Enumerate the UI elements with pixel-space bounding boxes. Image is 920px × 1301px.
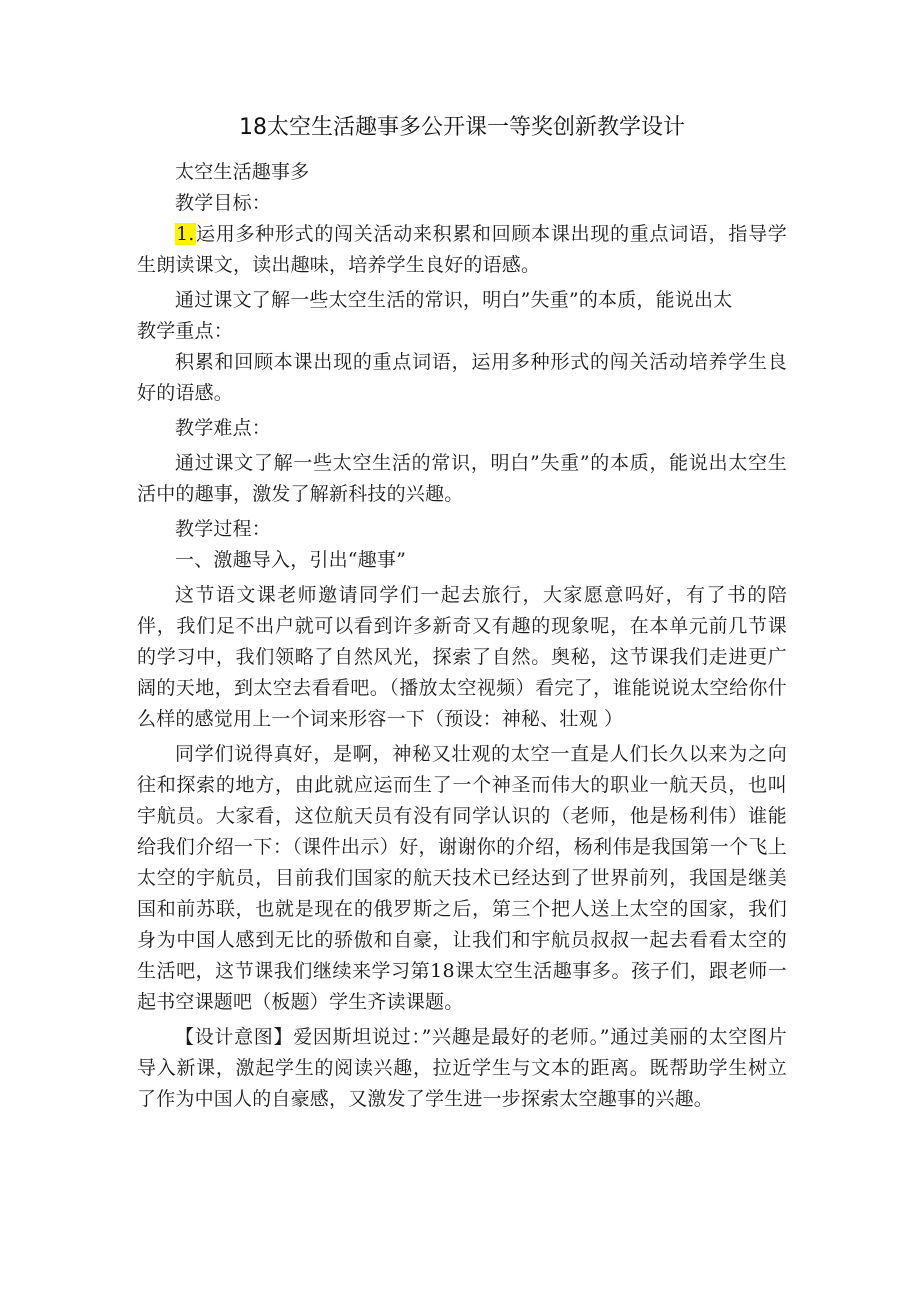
key-points-heading: 教学重点： — [137, 320, 234, 342]
paragraph-astronaut: 同学们说得真好，是啊，神秘又壮观的太空一直是人们长久以来为之向往和探索的地方，由此就应运而生了一个神圣而伟大的职业一航天员，也叫宇航员。大家看，这位航天员有没有同学认识的（老师，他是杨利伟）谁能给我们介绍一下：（课件出示）好，谢谢你的介绍，杨利伟是我国第一个飞上太空的宇航员，目前我们国家的航天技术已经达到了世界前列，我国是继美国和前苏联，也就是现在的俄罗斯之后，第三个把人送上太空的国家，我们身为中国人感到无比的骄傲和自豪，让我们和宇航员叔叔一起去看看太空的生活吧，这节课我们继续来学习第18课太空生活趣事多。孩子们，跟老师一起书空课题吧（板题）学生齐读课题。 — [137, 743, 787, 1013]
objective-1 — [137, 219, 787, 281]
document-page — [137, 108, 787, 1119]
key-points-text: 积累和回顾本课出现的重点词语，运用多种形式的闯关活动培养学生良好的语感。 — [137, 351, 787, 404]
section-heading-1: 一、激趣导入，引出“趣事” — [175, 549, 407, 571]
objective-2: 通过课文了解一些太空生活的常识，明白”失重”的本质，能说出太 — [175, 289, 733, 311]
difficulties-text: 通过课文了解一些太空生活的常识，明白”失重”的本质，能说出太空生活中的趣事，激发了解新科技的兴趣。 — [137, 452, 787, 505]
objective-1-text: 运用多种形式的闯关活动来积累和回顾本课出现的重点词语，指导学生朗读课文，读出趣味，培养学生良好的语感。 — [137, 223, 787, 276]
highlighted-list-number: 1. — [176, 223, 195, 245]
paragraph-intro: 这节语文课老师邀请同学们一起去旅行，大家愿意吗好，有了书的陪伴，我们足不出户就可以看到许多新奇又有趣的现象呢，在本单元前几节课的学习中，我们领略了自然风光，探索了自然。奥秘，这节课我们走进更广阔的天地，到太空去看看吧。（播放太空视频）看完了，谁能说说太空给你什么样的感觉用上一个词来形容一下（预设：神秘、壮观 ） — [137, 584, 787, 730]
process-heading: 教学过程： — [175, 518, 272, 540]
objectives-heading: 教学目标： — [175, 192, 272, 214]
lesson-name: 太空生活趣事多 — [175, 161, 310, 183]
difficulties-heading: 教学难点： — [175, 417, 272, 439]
design-intent: 【设计意图】爱因斯坦说过：”兴趣是最好的老师。”通过美丽的太空图片导入新课，激起学生的阅读兴趣，拉近学生与文本的距离。既帮助学生树立了作为中国人的自豪感，又激发了学生进一步探索太空趣事的兴趣。 — [137, 1026, 787, 1110]
document-title: 18太空生活趣事多公开课一等奖创新教学设计 — [239, 115, 685, 140]
